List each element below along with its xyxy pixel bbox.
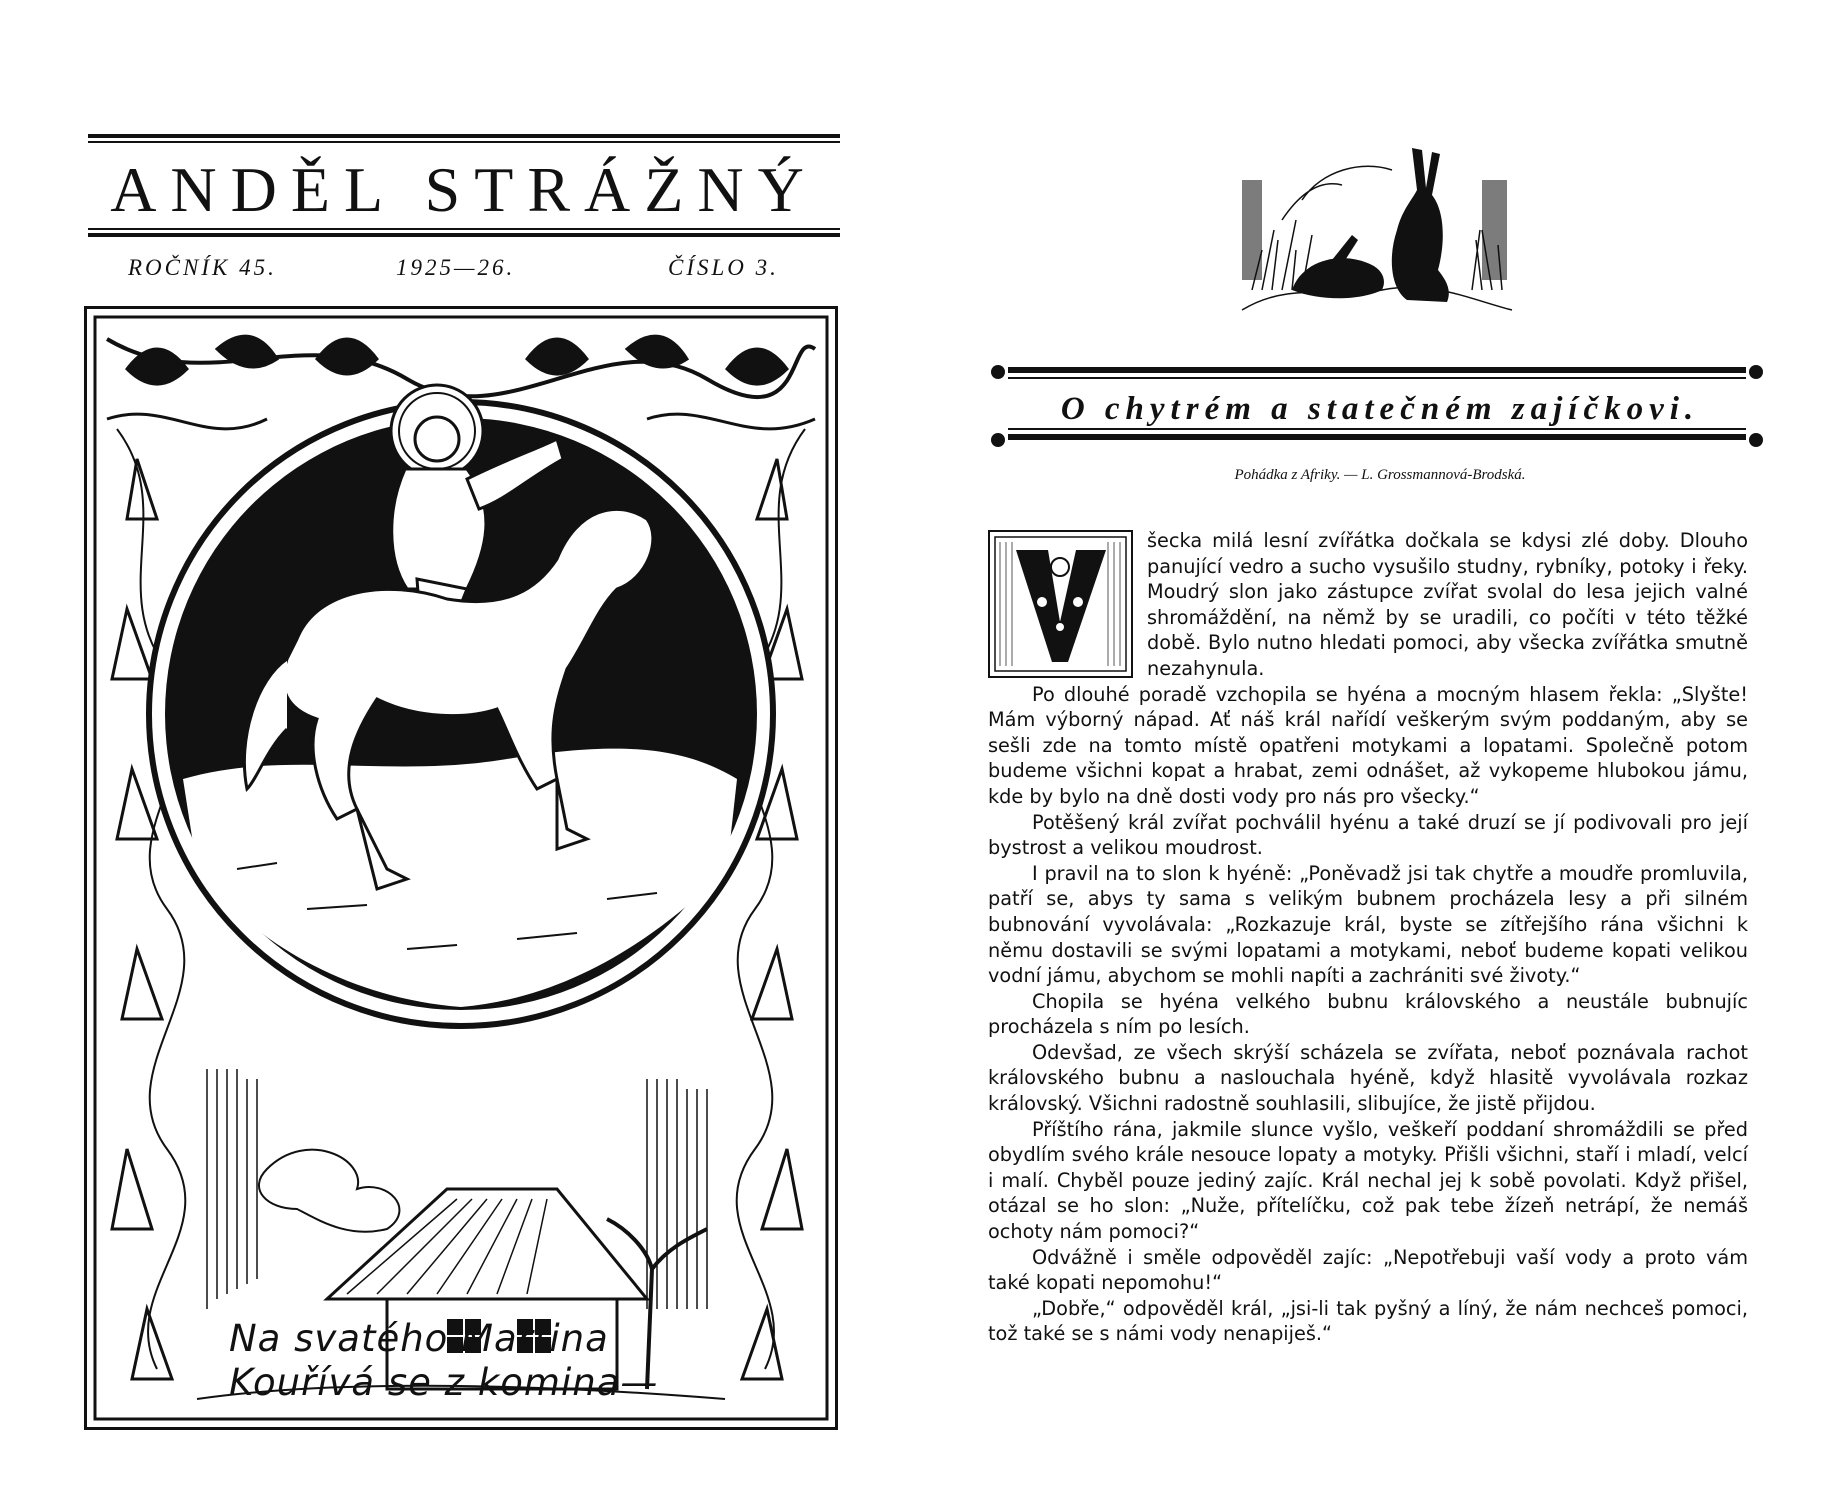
issue-years: 1925—26. bbox=[396, 255, 516, 280]
paragraph-3: Potěšený král zvířat pochválil hyénu a také druzí se jí podivovali pro její bystrost a velikou moudrost. bbox=[988, 810, 1748, 860]
paragraph-4: I pravil na to slon k hyéně: „Poněvadž jsi tak chytře a moudře promluvila, patří se, abys ty sama s velikým bubnem procházela lesy a při silném bubnování vyvolávala: „Rozkazuje král, byste se zítřejšího rána všichni k němu dostavili se svými lopatami a motykami, neboť budeme kopati velikou vodní jámu, abychom se mohli napíti a zachrániti své životy.“ bbox=[988, 861, 1748, 988]
st-martin-illustration bbox=[87, 309, 835, 1427]
paragraph-9: „Dobře,“ odpověděl král, „jsi-li tak pyšný a líný, že nám nechceš pomoci, tož také se s námi vody nenapiješ.“ bbox=[988, 1296, 1748, 1346]
paragraph-2: Po dlouhé poradě vzchopila se hyéna a mocným hlasem řekla: „Slyšte! Mám výborný nápad. Ať náš král nařídí veškerým svým poddaným, aby se sešli zde na tomto místě opatřeni motykami a lopatami. Společně potom budeme všichni kopat a hrabat, zemi odnášet, až vykopeme hlubokou jámu, kde by bylo na dně dosti vody pro nás pro všecky.“ bbox=[988, 682, 1748, 808]
dropcap-letter-v-icon bbox=[990, 532, 1131, 676]
masthead-top-rule bbox=[88, 134, 840, 138]
paragraph-7: Příštího rána, jakmile slunce vyšlo, veškeří poddaní shromáždili se před obydlím svého krále nesouce lopaty a motyky. Přišli všichni, staří i mladí, velcí i malí. Chyběl pouze jediný zajíc. Král nechal jej k sobě povolati. Když přišel, otázal se ho slon: „Nuže, přítelíčku, což pak tebe žízeň netrápí, že nemáš ochoty nám pomoci?“ bbox=[988, 1117, 1748, 1244]
volume-number: ROČNÍK 45. bbox=[128, 255, 277, 280]
cover-caption-line-2: Kouřívá se z komina— bbox=[229, 1361, 659, 1404]
magazine-title: ANDĚL STRÁŽNÝ bbox=[110, 154, 818, 225]
paragraph-5: Chopila se hyéna velkého bubnu královského a neustále bubnujíc procházela s ním po lesích. bbox=[988, 989, 1748, 1039]
story-body bbox=[988, 528, 1748, 1347]
dropcap bbox=[988, 530, 1133, 678]
cover-illustration bbox=[84, 306, 838, 1430]
masthead-top-thin-rule bbox=[88, 141, 840, 143]
story-title: O chytrém a statečném zajíčkovi. bbox=[1060, 391, 1700, 427]
cover-caption-line-1: Na svatého Martina bbox=[229, 1317, 609, 1360]
hare-vignette bbox=[1232, 140, 1522, 320]
paragraph-8: Odvážně i směle odpověděl zajíc: „Nepotřebuji vaší vody a proto vám také kopati nepomohu!“ bbox=[988, 1245, 1748, 1295]
paragraph-1: šecka milá lesní zvířátka dočkala se kdysi zlé doby. Dlouho panující vedro a sucho vysušilo studny, rybníky, potoky i řeky. Moudrý slon jako zástupce zvířat svolal do lesa jejich valné shromáždění, na němž by se uradili, co počíti v této těžké době. Bylo nutno hledati pomoci, aby všecka zvířátka smutně nezahynula. bbox=[1147, 529, 1748, 680]
paragraph-6: Odevšad, ze všech skrýší scházela se zvířata, neboť poznávala rachot královského bubnu a naslouchala hyéně, když hlasitě vyvolávala rozkaz královský. Všichni radostně souhlasili, slibujíce, že jistě přijdou. bbox=[988, 1040, 1748, 1116]
masthead-bottom-rule bbox=[88, 233, 840, 237]
masthead-bottom-thin-rule bbox=[88, 228, 840, 230]
story-subtitle: Pohádka z Afriky. — L. Grossmannová-Brodská. bbox=[1234, 467, 1526, 483]
issue-number: ČÍSLO 3. bbox=[668, 255, 779, 280]
